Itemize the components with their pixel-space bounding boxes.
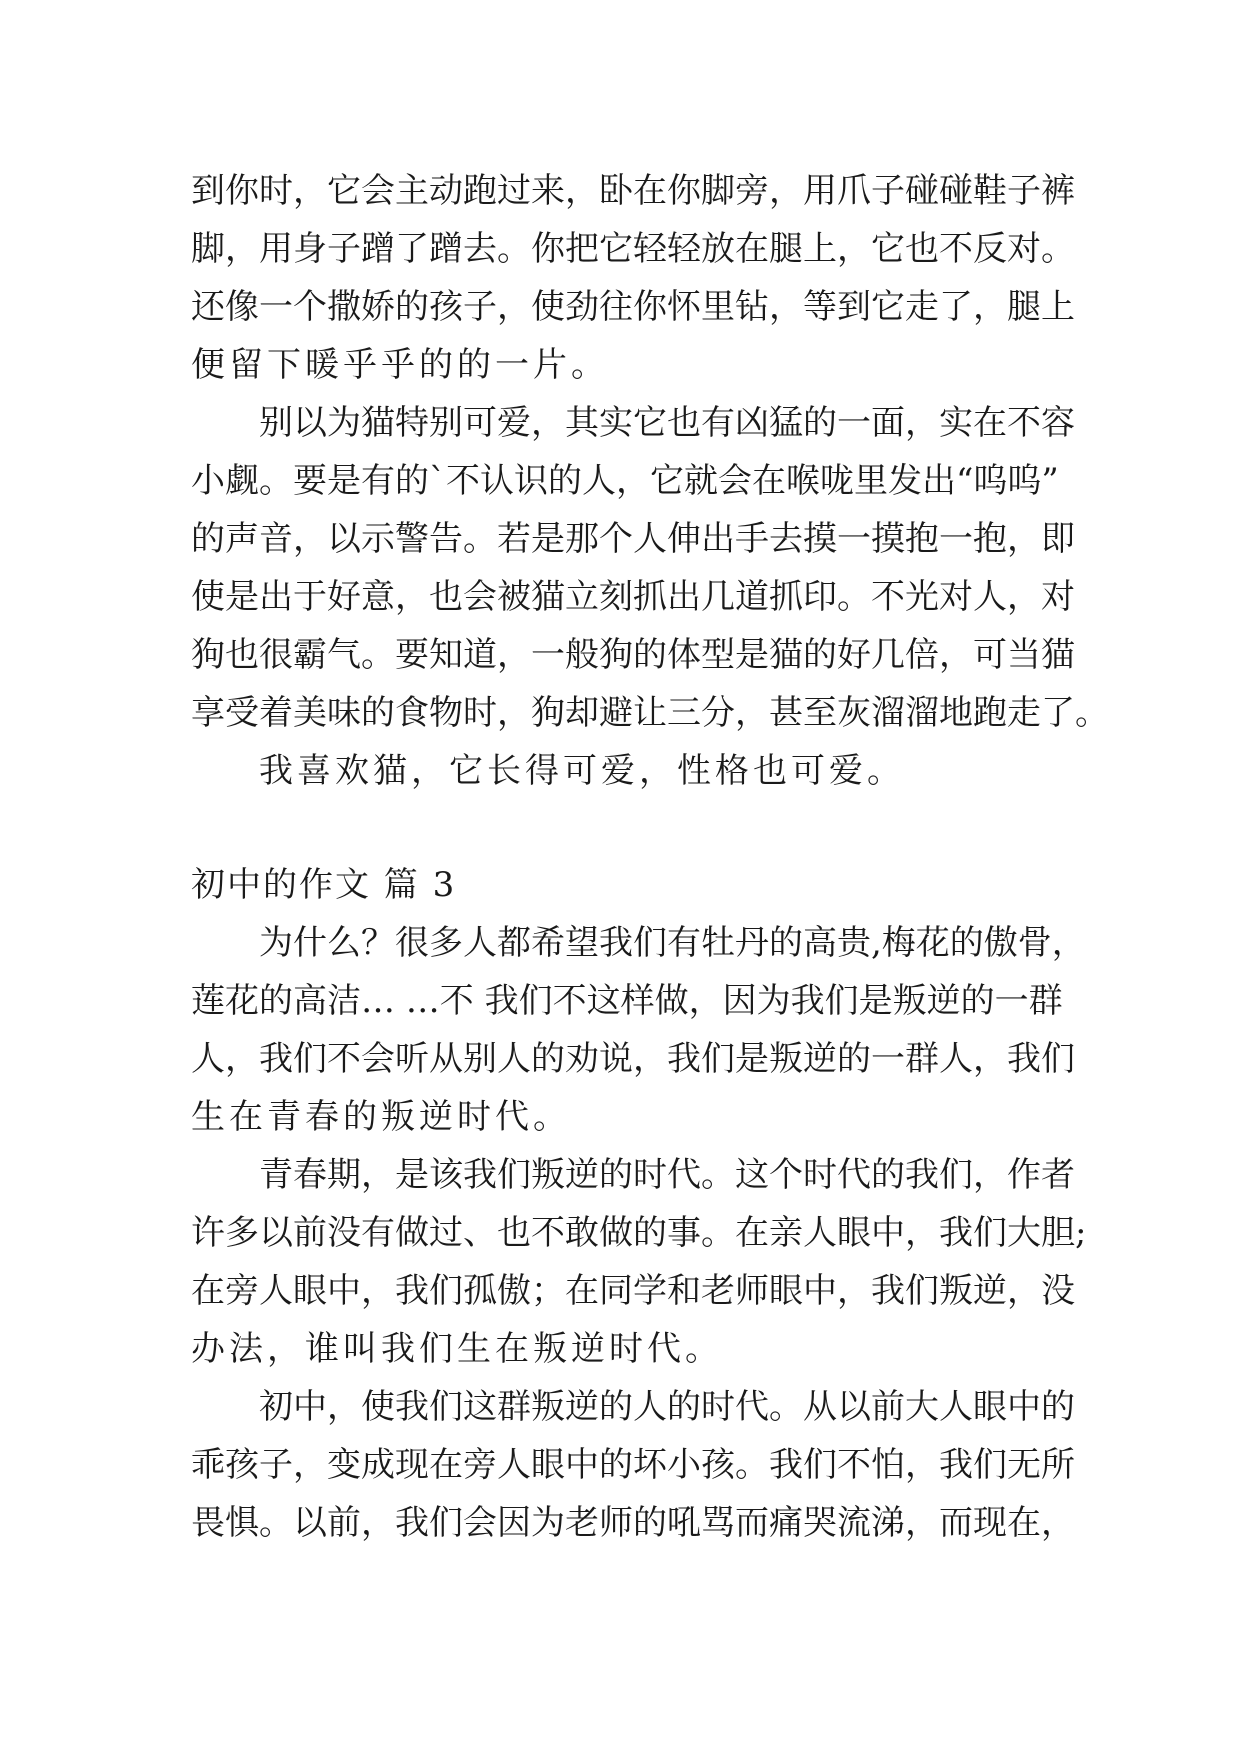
text-line: 在旁人眼中，我们孤傲；在同学和老师眼中，我们叛逆，没 bbox=[191, 1271, 1075, 1311]
paragraph-first-line: 青春期，是该我们叛逆的时代。这个时代的我们，作者 bbox=[259, 1155, 1075, 1195]
paragraph-first-line: 我喜欢猫，它长得可爱，性格也可爱。 bbox=[259, 751, 905, 791]
text-line: 享受着美味的食物时，狗却避让三分，甚至灰溜溜地跑走了。 bbox=[191, 693, 1109, 733]
text-line: 便留下暖乎乎的的一片。 bbox=[191, 345, 609, 385]
text-line: 办法，谁叫我们生在叛逆时代。 bbox=[191, 1329, 723, 1369]
text-line: 小觑。要是有的`不认识的人，它就会在喉咙里发出“呜呜” bbox=[191, 461, 1059, 501]
text-line: 畏惧。以前，我们会因为老师的吼骂而痛哭流涕，而现在， bbox=[191, 1503, 1075, 1543]
text-line: 生在青春的叛逆时代。 bbox=[191, 1097, 571, 1137]
paragraph-first-line: 初中，使我们这群叛逆的人的时代。从以前大人眼中的 bbox=[259, 1387, 1075, 1427]
text-line: 脚，用身子蹭了蹭去。你把它轻轻放在腿上，它也不反对。 bbox=[191, 229, 1075, 269]
text-line: 乖孩子，变成现在旁人眼中的坏小孩。我们不怕，我们无所 bbox=[191, 1445, 1075, 1485]
paragraph-first-line: 别以为猫特别可爱，其实它也有凶猛的一面，实在不容 bbox=[259, 403, 1075, 443]
text-line: 莲花的高洁… …不 我们不这样做，因为我们是叛逆的一群 bbox=[191, 981, 1063, 1021]
text-line: 到你时，它会主动跑过来，卧在你脚旁，用爪子碰碰鞋子裤 bbox=[191, 171, 1075, 211]
text-line: 人，我们不会听从别人的劝说，我们是叛逆的一群人，我们 bbox=[191, 1039, 1075, 1079]
section-heading: 初中的作文 篇 3 bbox=[191, 865, 457, 905]
text-line: 使是出于好意，也会被猫立刻抓出几道抓印。不光对人，对 bbox=[191, 577, 1075, 617]
text-line: 许多以前没有做过、也不敢做的事。在亲人眼中，我们大胆; bbox=[191, 1213, 1087, 1253]
text-line: 狗也很霸气。要知道，一般狗的体型是猫的好几倍，可当猫 bbox=[191, 635, 1075, 675]
paragraph-first-line: 为什么？很多人都希望我们有牡丹的高贵,梅花的傲骨， bbox=[259, 923, 1086, 963]
text-line: 还像一个撒娇的孩子，使劲往你怀里钻，等到它走了，腿上 bbox=[191, 287, 1075, 327]
text-line: 的声音，以示警告。若是那个人伸出手去摸一摸抱一抱，即 bbox=[191, 519, 1075, 559]
